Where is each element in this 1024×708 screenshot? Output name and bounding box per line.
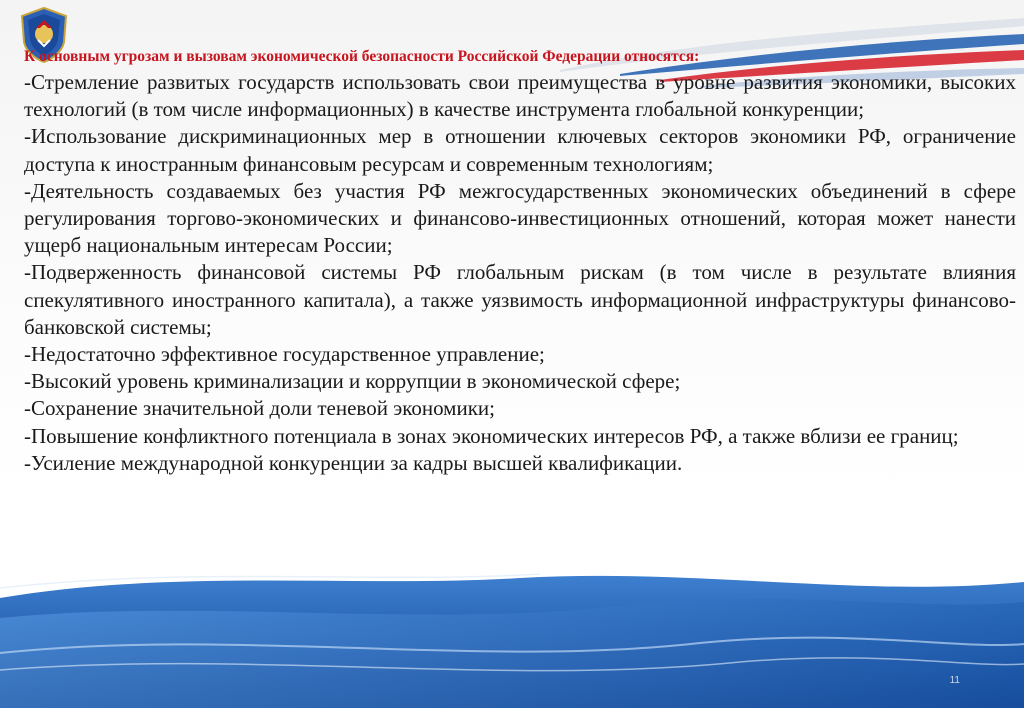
list-item: -Усиление международной конкуренции за кадры высшей квалификации. xyxy=(24,450,683,475)
list-item: -Стремление развитых государств использовать свои преимущества в уровне развития экономики, высоких технологий (в том числе информационных) в качестве инструмента глобальной конкуренции; xyxy=(24,70,1016,122)
list-item: -Подверженность финансовой системы РФ глобальным рискам (в том числе в результате влияния спекулятивного иностранного капитала), а также уязвимость информационной инфраструктуры финансово-банковской системы; xyxy=(24,260,1016,339)
list-item: -Повышение конфликтного потенциала в зонах экономических интересов РФ, а также вблизи ее границ; xyxy=(24,423,959,448)
slide-content xyxy=(24,46,1016,477)
threats-list xyxy=(24,69,1016,477)
list-item: -Деятельность создаваемых без участия РФ межгосударственных экономических объединений в сфере регулирования торгово-экономических и финансово-инвестиционных отношений, которая может нанести ущерб национальным интересам России; xyxy=(24,178,1016,258)
list-item: -Недостаточно эффективное государственное управление; xyxy=(24,342,545,367)
list-item: -Использование дискриминационных мер в отношении ключевых секторов экономики РФ, ограничение доступа к иностранным финансовым ресурсам и современным технологиям; xyxy=(24,124,1016,176)
list-item: -Высокий уровень криминализации и коррупции в экономической сфере; xyxy=(24,369,681,394)
list-item: -Сохранение значительной доли теневой экономики; xyxy=(24,396,495,421)
slide-number: 11 xyxy=(949,675,960,686)
slide-heading: К основным угрозам и вызовам экономической безопасности Российской Федерации относятся: xyxy=(24,48,700,65)
blue-wave-decoration xyxy=(0,558,1024,708)
